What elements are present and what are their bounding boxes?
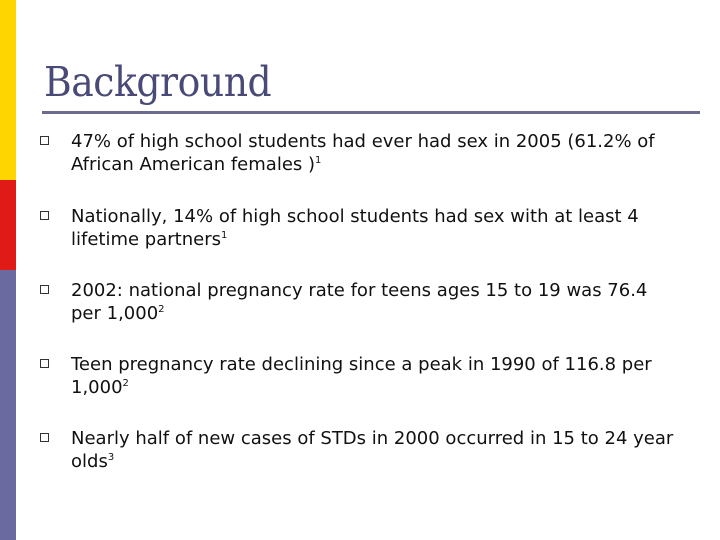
bullet-item xyxy=(40,427,680,477)
bullet-item xyxy=(40,279,680,329)
square-bullet-icon xyxy=(40,211,49,220)
square-bullet-icon xyxy=(40,359,49,368)
bullet-text: 2002: national pregnancy rate for teens ages 15 to 19 was 76.4 per 1,000$^2$ xyxy=(71,280,648,324)
bullet-item xyxy=(40,353,680,403)
footnote-ref: 3 xyxy=(107,452,115,463)
accent-segment-purple xyxy=(0,270,16,540)
bullet-text: Nearly half of new cases of STDs in 2000 occurred in 15 to 24 year olds$^3$ xyxy=(71,428,674,472)
square-bullet-icon xyxy=(40,433,49,442)
footnote-ref: 2 xyxy=(122,378,129,389)
bullet-text: Nationally, 14% of high school students had sex with at least 4 lifetime partners$^1$ xyxy=(71,206,639,250)
bullet-text: Teen pregnancy rate declining since a peak in 1990 of 116.8 per 1,000$^2$ xyxy=(71,354,652,398)
footnote-ref: 1 xyxy=(220,230,228,241)
slide-title: Background xyxy=(44,58,272,106)
square-bullet-icon xyxy=(40,285,49,294)
square-bullet-icon xyxy=(40,136,49,145)
footnote-ref: 1 xyxy=(315,155,322,166)
accent-segment-yellow xyxy=(0,0,16,180)
title-underline xyxy=(42,111,700,114)
side-accent-bar xyxy=(0,0,16,540)
bullet-item xyxy=(40,205,680,255)
footnote-ref: 2 xyxy=(158,304,165,315)
bullet-text: 47% of high school students had ever had sex in 2005 (61.2% of African American females )$^1$ xyxy=(71,131,655,175)
bullet-item xyxy=(40,130,680,180)
accent-segment-red xyxy=(0,180,16,270)
